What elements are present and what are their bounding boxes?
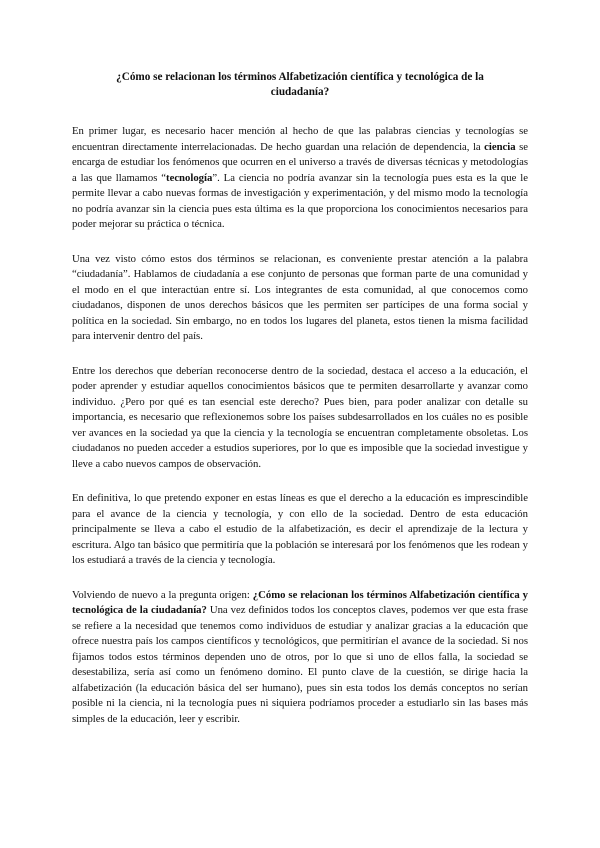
paragraph-1 — [72, 124, 528, 233]
paragraph-1-text-c: se encarga de estudiar los fenómenos que ocurren en el universo a través de diversas técnicas y metodologías a las que llamamos “ — [72, 140, 528, 184]
paragraph-5-text-c: Una vez definidos todos los conceptos claves, podemos ver que esta frase se refiere a la necesidad que tenemos como individuos de estudiar y analizar gracias a la educación que ofrece nuestra país los campos científicos y tecnológicos, que permitirían el avance de la sociedad. Si nos fijamos todos estos términos dependen uno de otros, por lo que si uno de ellos falla, la sociedad se desestabiliza, sería así como un fenómeno domino. El punto clave de la cuestión, se dirige hacia la alfabetización (la educación básica del ser humano), pues sin esta todos los demás conceptos no serían posible ni la ciencia, ni la tecnología pues ni siquiera podríamos proceder a estudiarlo sin las bases más simples de la educación, leer y escribir. — [72, 604, 529, 725]
paragraph-5 — [72, 588, 528, 728]
paragraph-1-bold-ciencia: ciencia — [484, 140, 516, 153]
paragraph-2: Una vez visto cómo estos dos términos se relacionan, es conveniente prestar atención a la palabra “ciudadanía”. Hablamos de ciudadanía a ese conjunto de personas que forman parte de una comunidad y el modo en el que interactúan entre sí. Los integrantes de esta comunidad, al que conocemos como ciudadanos, disponen de unos derechos básicos que les permiten ser partícipes de una forma social y política en la sociedad. Sin embargo, no en todos los lugares del planeta, estos tienen la misma facilidad para intervenir dentro del país. — [72, 252, 528, 342]
paragraph-1-text-e: ”. La ciencia no podría avanzar sin la tecnología pues esta es la que le permite llevar a cabo nuevas formas de investigación y experimentación, y del mismo modo la tecnología no podría avanzar sin la ciencia pues esta última es la que proporciona los conocimientos necesarios para poder mejorar su práctica o técnica. — [72, 171, 528, 230]
paragraph-1-text-a: En primer lugar, es necesario hacer mención al hecho de que las palabras ciencias y tecnologías se encuentran directamente interrelacionadas. De hecho guardan una relación de dependencia, la — [72, 125, 528, 153]
paragraph-5-text-a: Volviendo de nuevo a la pregunta origen: — [72, 588, 253, 601]
paragraph-1-bold-tecnologia: tecnología — [166, 171, 213, 184]
paragraph-3: Entre los derechos que deberían reconocerse dentro de la sociedad, destaca el acceso a la educación, el poder aprender y estudiar aquellos conocimientos básicos que te permiten desarrollarte y avanzar como individuo. ¿Pero por qué es tan esencial este derecho? Pues bien, para poder analizar con detalle su importancia, es necesario que reflexionemos sobre los países subdesarrollados en los cuáles no es posible ver avances en la sociedad ya que la ciencia y la tecnología se encuentran completamente obsoletas. Los ciudadanos no pueden acceder a estudios superiores, por lo que es imposible que la sociedad investigue y lleve a cabo nuevos campos de observación. — [72, 364, 528, 470]
document-title: ¿Cómo se relacionan los términos Alfabetización científica y tecnológica de la ciudadanía? — [116, 71, 484, 98]
paragraph-4: En definitiva, lo que pretendo exponer en estas líneas es que el derecho a la educación es imprescindible para el avance de la ciencia y tecnología, y con ello de la sociedad. Dentro de esta educación principalmente se lleva a cabo el estudio de la alfabetización, es decir el aprendizaje de la lectura y escritura. Algo tan básico que permitiría que la población se interesará por los fenómenos que les rodean y los estudiará a través de la ciencia y tecnología. — [72, 492, 528, 566]
paragraph-5-bold-question: ¿Cómo se relacionan los términos Alfabetización científica y tecnológica de la ciudadanía? — [72, 588, 528, 616]
